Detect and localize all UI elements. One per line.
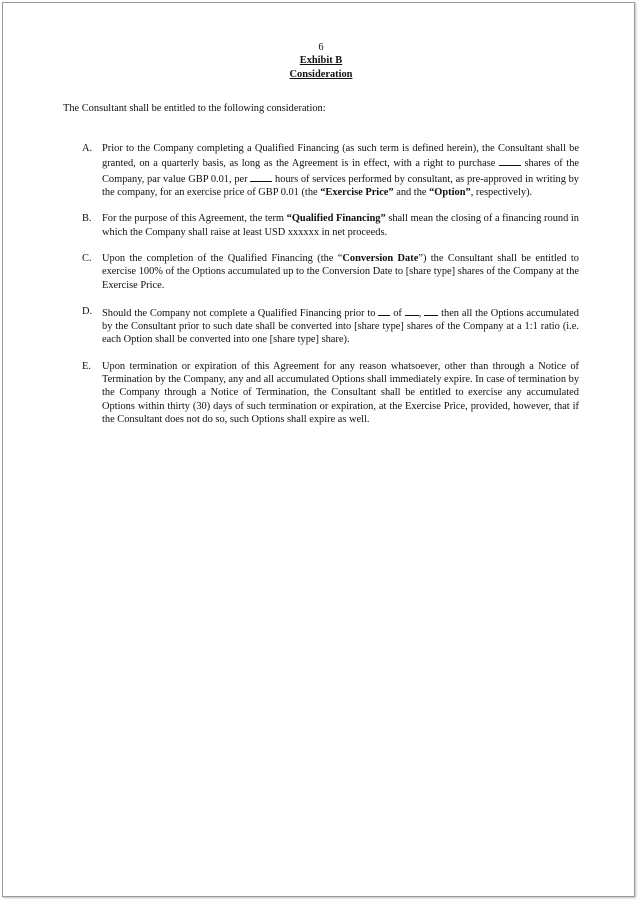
defined-term: “Exercise Price” xyxy=(320,187,394,199)
item-text: then all the Options accumulated by the Consultant prior to such date shall be converted into [share type] shares of the Company at a 1:1 ratio (i.e. each Option shall be converted into one [share type] share). xyxy=(102,307,579,346)
blank-line xyxy=(405,305,419,316)
defined-term: “Qualified Financing” xyxy=(286,213,386,225)
item-text: of xyxy=(390,307,405,319)
defined-term: Conversion Date xyxy=(342,252,419,264)
item-text: Prior to the Company completing a Qualified Financing (as such term is defined herein), the Consultant shall be granted, on a quarterly basis, as long as the Agreement is in effect, with a right to purchase xyxy=(102,143,579,170)
item-letter: D. xyxy=(82,305,93,317)
blank-line xyxy=(499,155,521,166)
page-number: 6 xyxy=(318,42,324,53)
exhibit-title: Exhibit B xyxy=(299,55,343,67)
item-text: and the xyxy=(393,187,430,199)
item-letter: B. xyxy=(82,213,92,225)
list-item-d xyxy=(63,305,579,347)
page-header xyxy=(63,41,579,81)
defined-term: “Option” xyxy=(429,187,471,199)
item-text: Upon the completion of the Qualified Financing (the “ xyxy=(102,252,343,264)
item-letter: A. xyxy=(82,143,93,155)
item-letter: E. xyxy=(82,360,91,372)
item-text: hours of services performed by consultant, as pre-approved in writing by the company, for an exercise price of GBP 0.01 (the xyxy=(102,173,579,199)
consideration-list xyxy=(63,142,579,426)
document-page xyxy=(2,2,635,897)
list-item-a xyxy=(63,142,579,199)
blank-line xyxy=(424,305,438,316)
document-body xyxy=(63,41,579,439)
list-item-e xyxy=(63,360,579,426)
item-text: Should the Company not complete a Qualified Financing prior to xyxy=(102,307,379,319)
item-text: ”) the Consultant shall be entitled to exercise 100% of the Options accumulated up to the Conversion Date to [share type] shares of the Company at the Exercise Price. xyxy=(102,252,579,291)
item-text: Upon termination or expiration of this Agreement for any reason whatsoever, other than through a Notice of Termination by the Company, any and all accumulated Options shall immediately expire. In case of termination by the Company through a Notice of Termination, the Consultant shall be entitled to exercise any accumulated Options within thirty (30) days of such termination or expiration, at the Exercise Price, provided, however, that if the Consultant does not do so, such Options shall expire as well. xyxy=(102,360,580,425)
item-text: shares of the Company, par value GBP 0.01, per xyxy=(102,158,579,185)
section-title: Consideration xyxy=(289,68,353,80)
blank-line xyxy=(378,305,390,316)
blank-line xyxy=(250,171,272,182)
item-text: For the purpose of this Agreement, the term xyxy=(102,213,287,225)
item-letter: C. xyxy=(82,252,92,264)
item-text: , xyxy=(418,307,425,319)
list-item-b xyxy=(63,212,579,239)
item-text: shall mean the closing of a financing round in which the Company shall raise at least USD xxxxxx in net proceeds. xyxy=(102,213,579,238)
list-item-c xyxy=(63,252,579,292)
item-text: , respectively). xyxy=(470,187,533,199)
intro-paragraph: The Consultant shall be entitled to the following consideration: xyxy=(63,102,326,114)
